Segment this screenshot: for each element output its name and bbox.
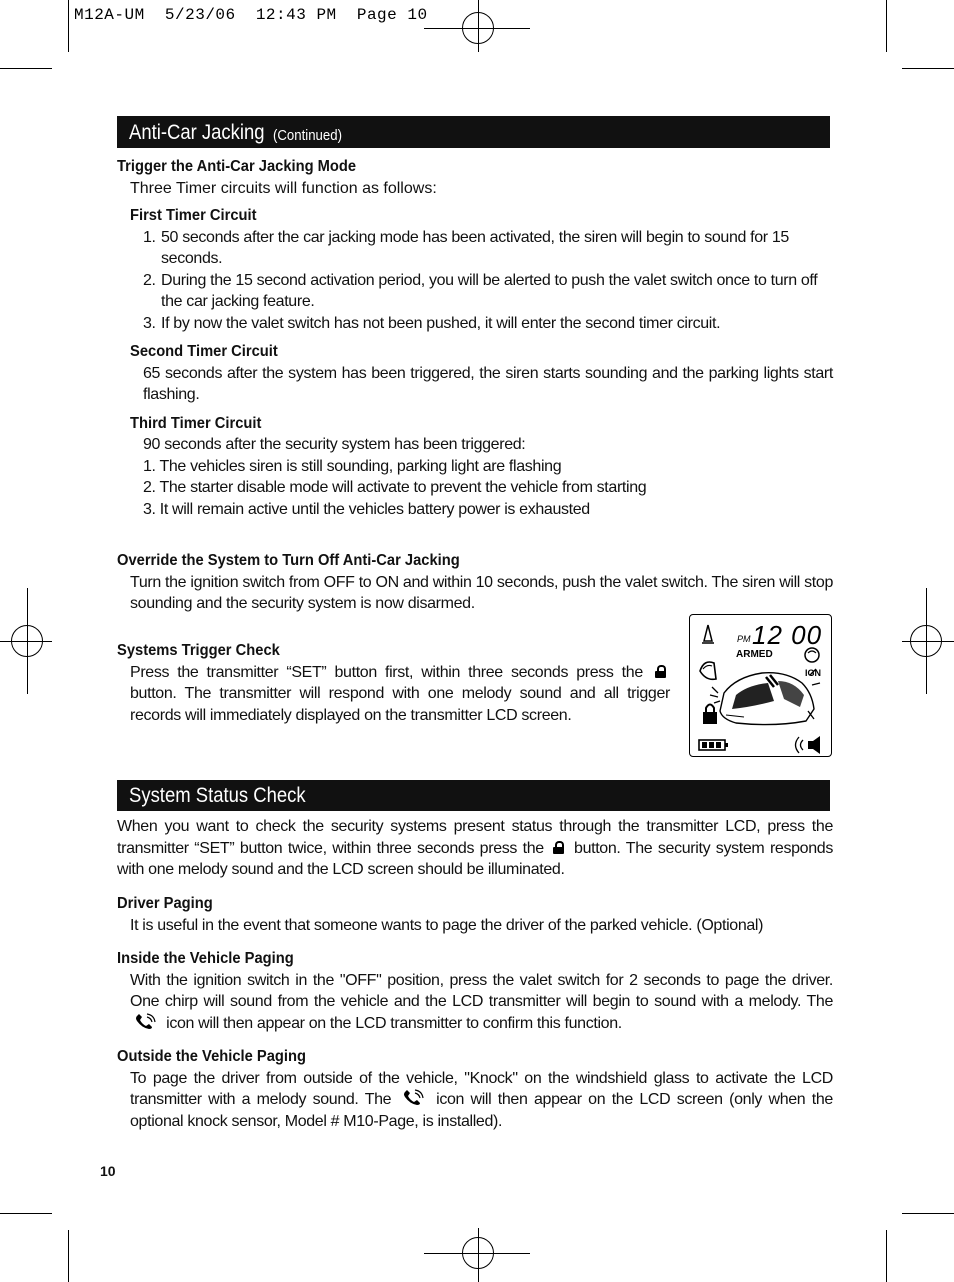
car-icon — [710, 669, 820, 725]
override-block — [117, 550, 833, 615]
trigger-check-block — [117, 640, 670, 726]
crop-mark — [886, 0, 887, 52]
crop-mark — [886, 1230, 887, 1282]
phone-icon — [134, 1013, 158, 1031]
print-slug: M12A-UM 5/23/06 12:43 PM Page 10 — [74, 6, 428, 24]
heading-inside-paging: Inside the Vehicle Paging — [117, 950, 294, 967]
crop-mark — [68, 1230, 69, 1282]
phone-icon — [402, 1089, 426, 1107]
list-item: 3. It will remain active until the vehicles battery power is exhausted — [143, 500, 590, 518]
trigger-intro: Three Timer circuits will function as follows: — [130, 179, 437, 197]
pager-icon — [805, 648, 819, 662]
lock-icon — [553, 841, 564, 854]
outside-paging-text: To page the driver from outside of the vehicle, "Knock" on the windshield glass to activate the LCD transmitter with a melody sound. The icon will then appear on the LCD screen (only when the optional knock sensor, Model # M10-Page, is installed). — [130, 1069, 833, 1130]
list-item: 3. If by now the valet switch has not been pushed, it will enter the second timer circuit. — [143, 314, 721, 332]
list-item: 1. 50 seconds after the car jacking mode has been activated, the siren will begin to sound for 15 seconds. — [143, 228, 789, 267]
lock-icon — [655, 665, 666, 678]
trigger-mode-block — [117, 156, 833, 520]
heading-trigger-mode: Trigger the Anti-Car Jacking Mode — [117, 158, 357, 175]
status-check-text: When you want to check the security systems present status through the transmitter LCD, press the transmitter “SET” button twice, within three seconds press the button. The security system responds with one melody sound and the LCD screen should be illuminated. — [117, 818, 833, 878]
heading-second-timer: Second Timer Circuit — [130, 343, 278, 360]
section-title: System Status Check — [129, 784, 306, 807]
crop-mark — [0, 68, 52, 69]
driver-paging-text: It is useful in the event that someone wants to page the driver of the parked vehicle. (Optional) — [130, 916, 764, 934]
svg-text:IGN: IGN — [805, 668, 822, 678]
crop-mark — [902, 68, 954, 69]
status-check-block — [117, 816, 833, 881]
crop-mark — [0, 1213, 52, 1214]
section-header-anti-car-jacking — [117, 116, 830, 148]
inside-paging-block — [117, 948, 833, 1034]
lcd-screen-illustration — [689, 614, 832, 757]
section-title: Anti-Car Jacking — [129, 121, 265, 144]
lcd-graphic — [690, 615, 830, 755]
outside-paging-block — [117, 1046, 833, 1132]
inside-paging-text: With the ignition switch in the "OFF" position, press the valet switch for 2 seconds to page the driver. One chirp will sound from the vehicle and the LCD transmitter will begin to sound with a melody. The icon will then appear on the LCD transmitter to confirm this function. — [130, 971, 833, 1032]
heading-first-timer: First Timer Circuit — [130, 207, 257, 224]
svg-text:12 00: 12 00 — [752, 620, 823, 650]
page-number: 10 — [100, 1163, 116, 1179]
heading-driver-paging: Driver Paging — [117, 895, 213, 912]
lock-icon — [703, 705, 717, 725]
heading-trigger-check: Systems Trigger Check — [117, 642, 280, 659]
list-item: 2. During the 15 second activation period, you will be alerted to push the valet switch once to turn off the car jacking feature. — [143, 271, 818, 310]
heading-override: Override the System to Turn Off Anti-Car Jacking — [117, 552, 460, 569]
alarm-horn-icon — [700, 662, 716, 679]
section-subtitle: (Continued) — [273, 127, 343, 144]
section-header-system-status-check — [117, 780, 830, 811]
svg-text:PM: PM — [737, 634, 751, 644]
third-timer-intro: 90 seconds after the security system has been triggered: — [143, 436, 526, 453]
heading-third-timer: Third Timer Circuit — [130, 414, 262, 432]
heading-outside-paging: Outside the Vehicle Paging — [117, 1048, 306, 1065]
battery-icon — [699, 740, 728, 750]
crop-mark — [68, 0, 69, 52]
antenna-icon — [702, 625, 714, 643]
list-item: 2. The starter disable mode will activate to prevent the vehicle from starting — [143, 479, 647, 496]
driver-paging-block — [117, 893, 833, 936]
trigger-check-text: Press the transmitter “SET” button first, within three seconds press the button. The transmitter will respond with one melody sound and all trigger records will immediately displayed on the transmitter LCD screen. — [130, 663, 670, 724]
list-item: 1. The vehicles siren is still sounding, parking light are flashing — [143, 457, 562, 475]
speaker-icon — [796, 736, 821, 754]
svg-text:ARMED: ARMED — [736, 649, 773, 660]
override-text: Turn the ignition switch from OFF to ON and within 10 seconds, push the valet switch. The siren will stop sounding and the security system is now disarmed. — [130, 573, 833, 612]
second-timer-text: 65 seconds after the system has been triggered, the siren starts sounding and the parking lights start flashing. — [143, 364, 833, 403]
crop-mark — [902, 1213, 954, 1214]
